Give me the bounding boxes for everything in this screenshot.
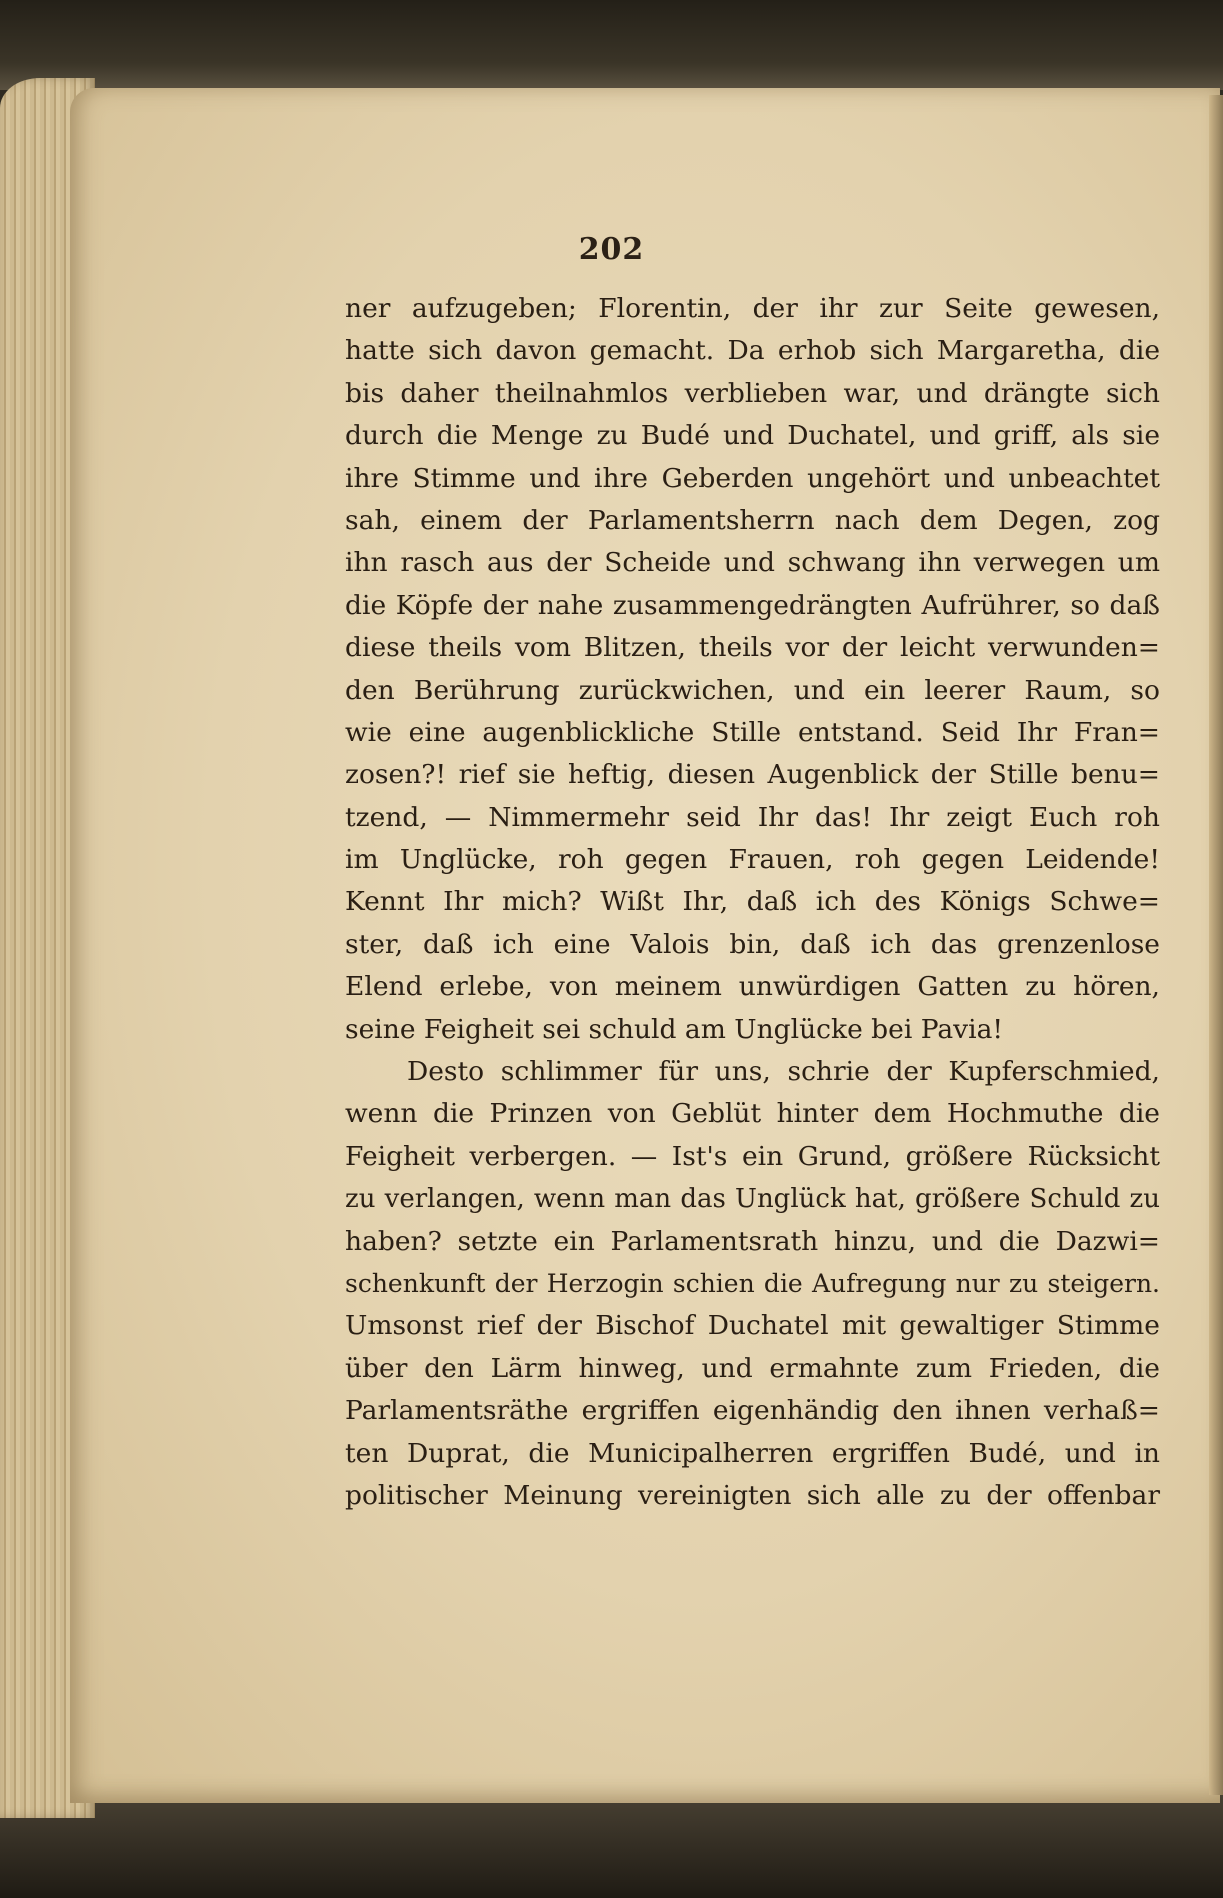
text-line: durch die Menge zu Budé und Duchatel, und griff, als sie xyxy=(345,420,1160,452)
text-line: ster, daß ich eine Valois bin, daß ich das grenzenlose xyxy=(345,928,1160,960)
text-line: tzend, — Nimmermehr seid Ihr das! Ihr zeigt Euch roh xyxy=(345,801,1160,833)
text-line: Elend erlebe, von meinem unwürdigen Gatten zu hören, xyxy=(345,971,1160,1003)
text-line: ten Duprat, die Municipalherren ergriffen Budé, und in xyxy=(345,1437,1160,1469)
text-line: Kennt Ihr mich? Wißt Ihr, daß ich des Königs Schwe= xyxy=(345,886,1160,918)
text-line: wie eine augenblickliche Stille entstand. Seid Ihr Fran= xyxy=(345,716,1160,748)
text-line: die Köpfe der nahe zusammengedrängten Aufrührer, so daß xyxy=(345,589,1160,621)
text-line: im Unglücke, roh gegen Frauen, roh gegen Leidende! xyxy=(345,844,1160,876)
text-line: Parlamentsräthe ergriffen eigenhändig den ihnen verhaß= xyxy=(345,1395,1160,1427)
text-line: wenn die Prinzen von Geblüt hinter dem Hochmuthe die xyxy=(345,1098,1160,1130)
scan-background-bottom xyxy=(0,1790,1223,1898)
text-line: sah, einem der Parlamentsherrn nach dem Degen, zog xyxy=(345,504,1160,536)
text-line: Desto schlimmer für uns, schrie der Kupferschmied, xyxy=(407,1056,1160,1088)
text-line: schenkunft der Herzogin schien die Aufregung nur zu steigern. xyxy=(345,1268,1160,1298)
text-line: ihre Stimme und ihre Geberden ungehört und unbeachtet xyxy=(345,462,1160,494)
text-line: Feigheit verbergen. — Ist's ein Grund, größere Rücksicht xyxy=(345,1140,1160,1172)
text-line: politischer Meinung vereinigten sich alle zu der offenbar xyxy=(345,1479,1160,1511)
text-line: über den Lärm hinweg, und ermahnte zum Frieden, die xyxy=(345,1352,1160,1384)
text-line: hatte sich davon gemacht. Da erhob sich Margaretha, die xyxy=(345,335,1160,367)
scan-background-top xyxy=(0,0,1223,90)
text-line: haben? setzte ein Parlamentsrath hinzu, und die Dazwi= xyxy=(345,1225,1160,1257)
text-line: Umsonst rief der Bischof Duchatel mit gewaltiger Stimme xyxy=(345,1310,1160,1342)
text-line: diese theils vom Blitzen, theils vor der leicht verwunden= xyxy=(345,632,1160,664)
book-right-edge xyxy=(1209,95,1223,1795)
page-number: 202 xyxy=(578,232,645,267)
text-line: ihn rasch aus der Scheide und schwang ihn verwegen um xyxy=(345,547,1160,579)
text-line: zu verlangen, wenn man das Unglück hat, größere Schuld zu xyxy=(345,1184,1160,1215)
text-line: ner aufzugeben; Florentin, der ihr zur Seite gewesen, xyxy=(345,293,1160,324)
text-line: bis daher theilnahmlos verblieben war, und drängte sich xyxy=(345,377,1160,409)
text-line: zosen?! rief sie heftig, diesen Augenblick der Stille benu= xyxy=(345,759,1160,791)
text-line: den Berührung zurückwichen, und ein leerer Raum, so xyxy=(345,674,1160,706)
body-text xyxy=(345,288,1160,1517)
text-line: seine Feigheit sei schuld am Unglücke bei Pavia! xyxy=(345,1013,1004,1045)
